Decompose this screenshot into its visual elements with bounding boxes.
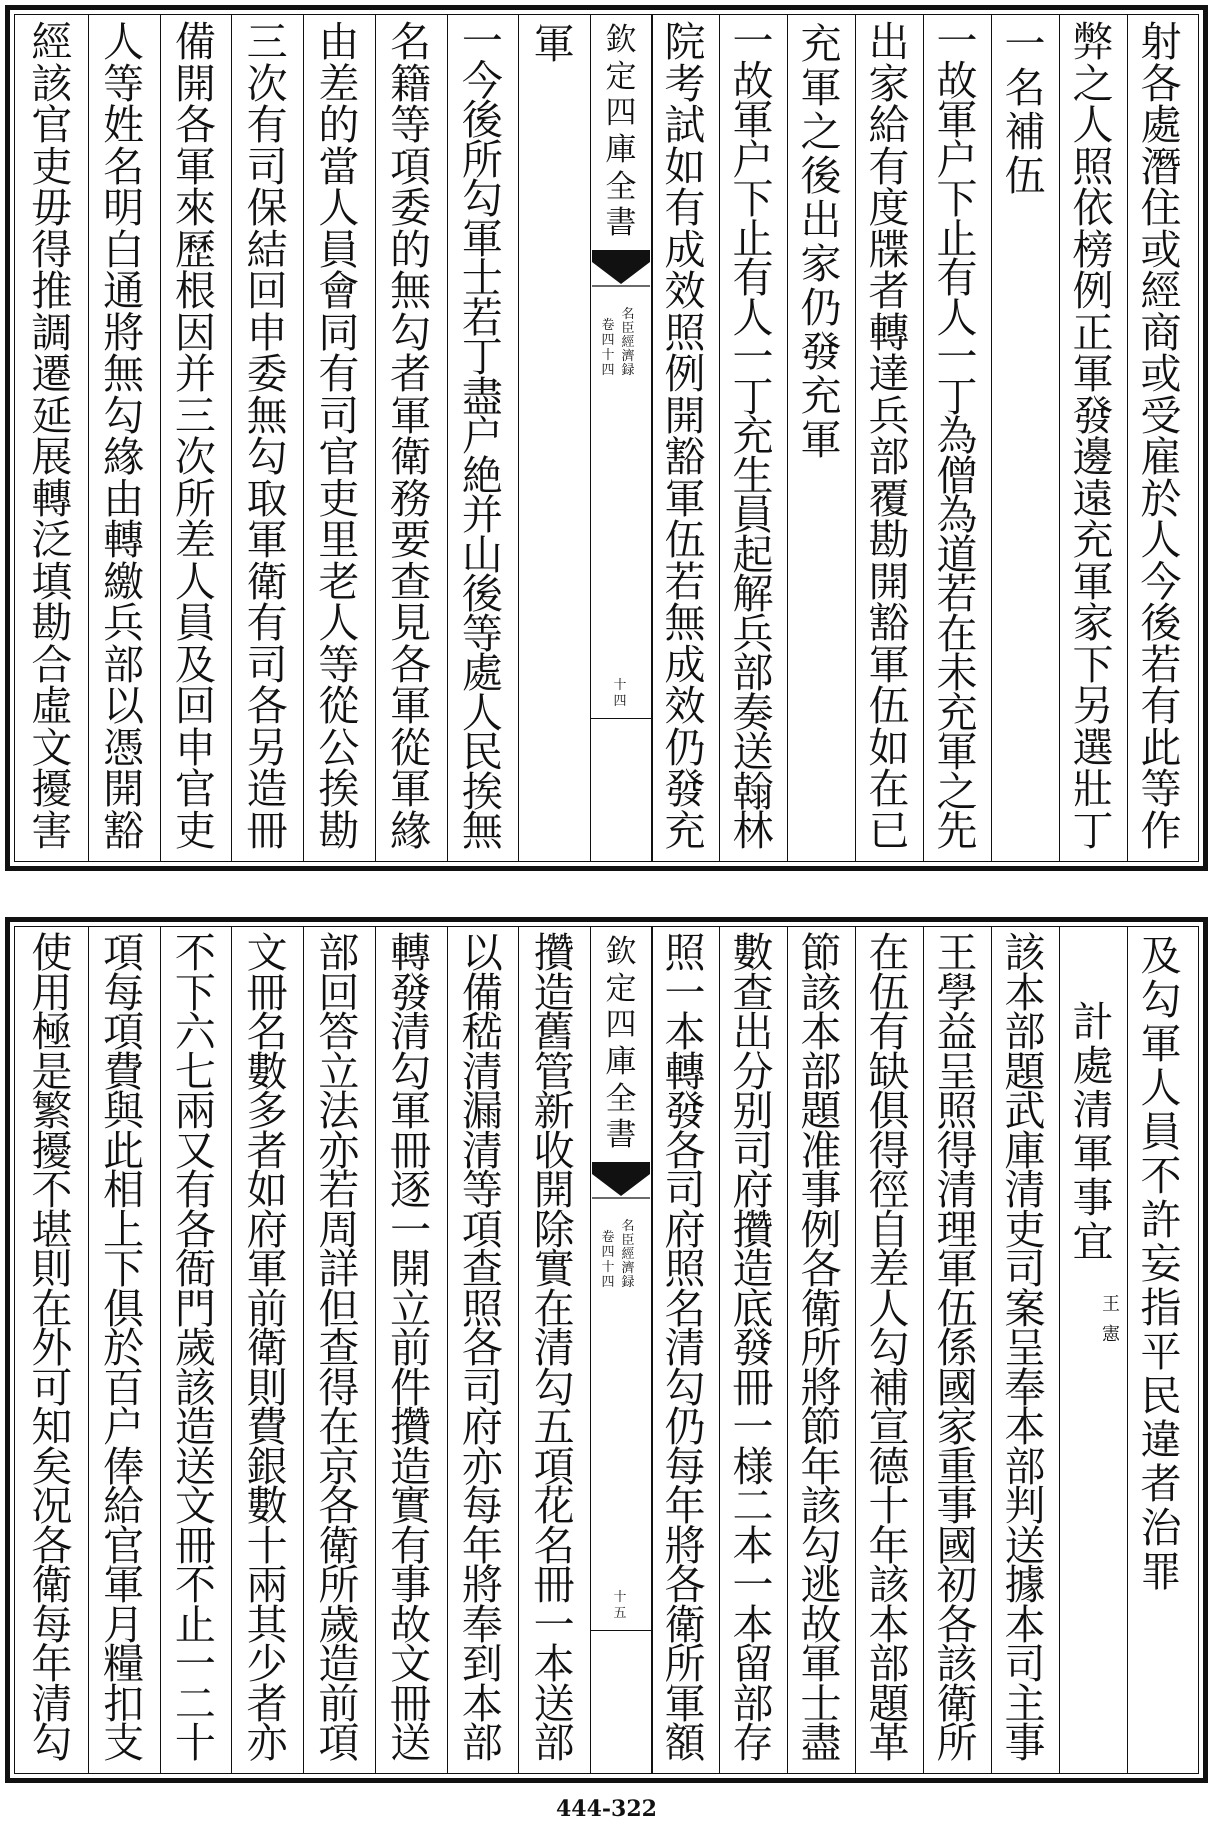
text-column: 名 籍 等 項 委 的 無 勾 者 軍 衛 務 要 查 見 各 軍 從 軍 緣 [390,18,432,855]
text-column: 攢 造 舊 管 新 收 開 除 實 在 清 勾 五 項 花 名 冊 一 本 送 部 [533,929,575,1768]
text-column: 一 今 後 所 勾 軍 士 若 丁 盡 户 絶 并 山 後 等 處 人 民 挨 無 [461,17,503,856]
book-page-2 [0,912,1213,1792]
text-column: 一 故 軍 户 下 止 有 人 一 丁 為 僧 為 道 若 在 未 充 軍 之 先 [936,17,978,856]
text-column: 三 次 有 司 保 結 回 申 委 無 勾 取 軍 衛 有 司 各 另 造 冊 [246,18,288,855]
text-column: 該 本 部 題 武 庫 清 吏 司 案 呈 奉 本 部 判 送 據 本 司 主 事 [1004,929,1046,1768]
text-column: 在 伍 有 缺 俱 得 徑 自 差 人 勾 補 宣 德 十 年 該 本 部 題 革 [868,929,910,1768]
text-column: 出 家 給 有 度 牒 者 轉 達 兵 部 覆 勘 開 豁 軍 伍 如 在 已 [868,18,910,855]
band-book-name: 名 臣 經 濟 録 [621,307,635,378]
text-column: 軍 [533,20,575,68]
page-footer-number: 444-322 [556,1796,657,1822]
text-column: 數 查 出 分 别 司 府 攢 造 底 發 冊 一 様 二 本 一 本 留 部 存 [732,929,774,1768]
text-column: 部 回 答 立 法 亦 若 周 詳 但 查 得 在 京 各 衛 所 歲 造 前 項 [318,929,360,1768]
text-column: 照 一 本 轉 發 各 司 府 照 名 清 勾 仍 每 年 將 各 衛 所 軍 額 [664,929,706,1768]
band-divider [590,1630,652,1631]
text-column: 充 軍 之 後 出 家 仍 發 充 軍 [800,20,842,464]
band-page-number: 十 四 [613,678,627,709]
band-rule [652,14,653,862]
text-column: 院 考 試 如 有 成 效 照 例 開 豁 軍 伍 若 無 成 效 仍 發 充 [664,18,706,855]
author-note: 王 憲 [1102,1294,1120,1345]
text-column: 備 開 各 軍 來 歷 根 因 并 三 次 所 差 人 員 及 回 申 官 吏 [174,18,216,855]
band-title: 欽 定 四 庫 全 書 [605,22,637,242]
band-divider [590,718,652,719]
text-column: 文 冊 名 數 多 者 如 府 軍 前 衛 則 費 銀 數 十 兩 其 少 者 亦 [246,929,288,1768]
band-volume: 卷 四 十 四 [601,1230,615,1290]
band-page-number: 十 五 [613,1590,627,1621]
book-page-1 [0,0,1213,880]
text-column: 項 每 項 費 與 此 相 上 下 俱 於 百 户 俸 給 官 軍 月 糧 扣 支 [103,929,145,1768]
text-column: 轉 發 清 勾 軍 冊 逐 一 開 立 前 件 攢 造 實 有 事 故 文 冊 送 [390,929,432,1768]
text-column: 不 下 六 七 兩 又 有 各 衙 門 歲 該 造 送 文 冊 不 止 一 二 十 [174,929,216,1768]
text-column: 一 名 補 伍 [1004,20,1046,200]
band-volume: 卷 四 十 四 [601,318,615,378]
fishtail-mark-icon [590,250,652,290]
text-column: 以 備 嵇 清 漏 清 等 項 查 照 各 司 府 亦 每 年 將 奉 到 本 部 [461,929,503,1768]
fishtail-mark-icon [590,1162,652,1202]
band-book-name: 名 臣 經 濟 録 [621,1219,635,1290]
text-column: 人 等 姓 名 明 白 通 將 無 勾 緣 由 轉 繳 兵 部 以 憑 開 豁 [103,18,145,855]
text-column: 計 處 清 軍 事 宜 [1072,998,1114,1266]
text-column: 王 學 益 呈 照 得 清 理 軍 伍 係 國 家 重 事 國 初 各 該 衛 所 [936,929,978,1768]
band-rule [652,926,653,1774]
text-column: 及 勾 軍 人 員 不 許 妄 指 平 民 違 者 治 罪 [1140,932,1182,1596]
text-column: 節 該 本 部 題 准 事 例 各 衛 所 將 節 年 該 勾 逃 故 軍 士 盡 [800,929,842,1768]
text-column: 經 該 官 吏 毋 得 推 調 遷 延 展 轉 泛 填 勘 合 虛 文 擾 害 [31,18,73,855]
text-column: 由 差 的 當 人 員 會 同 有 司 官 吏 里 老 人 等 從 公 挨 勘 [318,18,360,855]
text-column: 一 故 軍 户 下 止 有 人 一 丁 充 生 員 起 解 兵 部 奏 送 翰 林 [732,17,774,856]
text-column: 射 各 處 潛 住 或 經 商 或 受 雇 於 人 今 後 若 有 此 等 作 [1140,18,1182,855]
band-title: 欽 定 四 庫 全 書 [605,934,637,1154]
text-column: 使 用 極 是 繁 擾 不 堪 則 在 外 可 知 矣 况 各 衛 每 年 清 勾 [31,929,73,1768]
text-column: 弊 之 人 照 依 榜 例 正 軍 發 邊 遠 充 軍 家 下 另 選 壯 丁 [1072,18,1114,855]
